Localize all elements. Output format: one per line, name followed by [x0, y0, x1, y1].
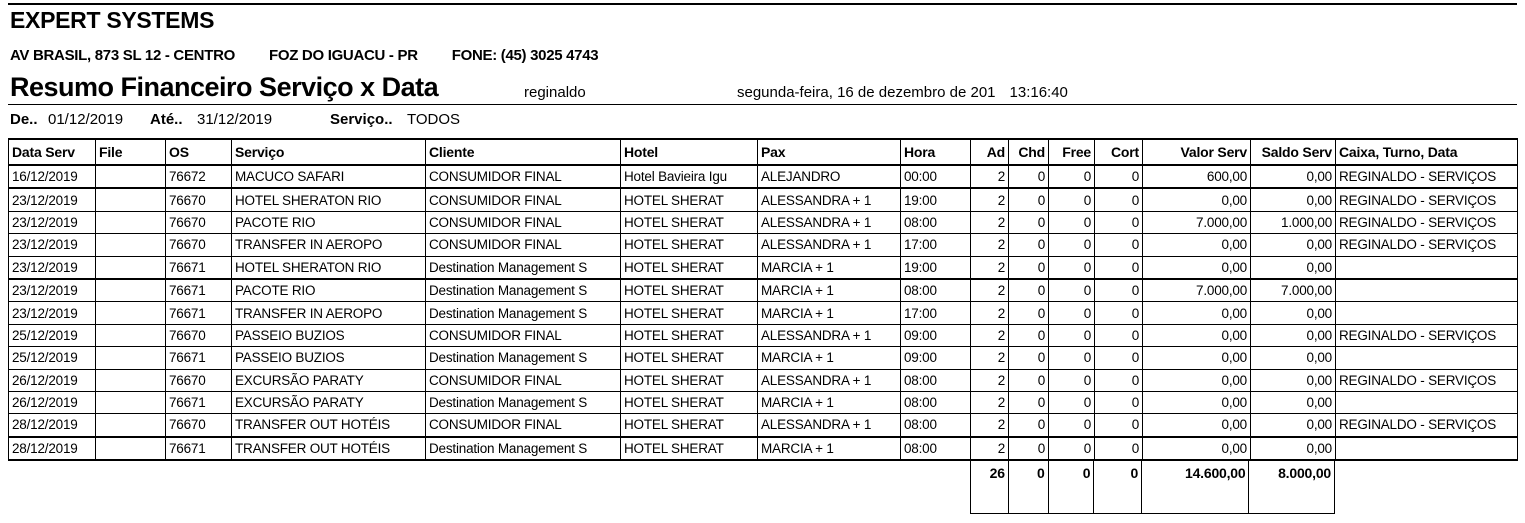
table-cell: 17:00 — [901, 302, 971, 324]
table-cell: 0 — [1009, 302, 1049, 324]
table-cell: HOTEL SHERAT — [621, 256, 758, 279]
table-cell: 2 — [971, 437, 1009, 460]
table-cell: 0 — [1095, 302, 1143, 324]
table-cell: HOTEL SHERAT — [621, 391, 758, 413]
table-cell: 2 — [971, 391, 1009, 413]
table-cell: 28/12/2019 — [9, 437, 96, 460]
table-cell: 2 — [971, 279, 1009, 302]
table-cell: 08:00 — [901, 437, 971, 460]
table-cell: 0 — [1009, 324, 1049, 346]
table-cell: ALESSANDRA + 1 — [758, 414, 901, 437]
table-cell: MARCIA + 1 — [758, 279, 901, 302]
col-cliente: Cliente — [426, 139, 621, 165]
table-cell: Destination Management S — [426, 256, 621, 279]
table-cell: 0,00 — [1143, 188, 1251, 211]
table-cell: REGINALDO - SERVIÇOS — [1336, 369, 1518, 391]
table-cell: EXCURSÃO PARATY — [232, 369, 426, 391]
table-cell — [1336, 437, 1518, 460]
table-cell: 0 — [1095, 211, 1143, 233]
total-chd: 0 — [1009, 461, 1049, 513]
table-cell — [96, 302, 166, 324]
table-cell: 23/12/2019 — [9, 302, 96, 324]
table-cell: 08:00 — [901, 391, 971, 413]
total-valor-serv: 14.600,00 — [1142, 461, 1249, 513]
report-user: reginaldo — [524, 84, 586, 101]
table-cell: 0 — [1095, 391, 1143, 413]
col-cort: Cort — [1095, 139, 1143, 165]
table-cell: HOTEL SHERAT — [621, 211, 758, 233]
table-cell: Hotel Bavieira Igu — [621, 165, 758, 188]
table-cell — [96, 256, 166, 279]
table-cell: HOTEL SHERAT — [621, 369, 758, 391]
col-chd: Chd — [1009, 139, 1049, 165]
table-cell: 09:00 — [901, 347, 971, 369]
table-cell: 76671 — [166, 437, 232, 460]
col-hora: Hora — [901, 139, 971, 165]
filter-service-label: Serviço.. — [330, 111, 393, 128]
report-time: 13:16:40 — [1009, 84, 1068, 101]
table-row — [9, 234, 1518, 256]
table-cell: HOTEL SHERAT — [621, 414, 758, 437]
table-cell: 16/12/2019 — [9, 165, 96, 188]
table-cell: 0 — [1095, 324, 1143, 346]
table-row — [9, 256, 1518, 279]
table-cell: REGINALDO - SERVIÇOS — [1336, 414, 1518, 437]
table-cell: CONSUMIDOR FINAL — [426, 188, 621, 211]
total-saldo-serv: 8.000,00 — [1278, 465, 1331, 481]
table-cell: 0 — [1095, 437, 1143, 460]
table-cell: 76670 — [166, 324, 232, 346]
table-cell: 0 — [1049, 256, 1095, 279]
table-cell: Destination Management S — [426, 391, 621, 413]
table-cell: CONSUMIDOR FINAL — [426, 234, 621, 256]
table-cell: 76670 — [166, 188, 232, 211]
table-cell: 0 — [1049, 414, 1095, 437]
table-row — [9, 302, 1518, 324]
table-cell: CONSUMIDOR FINAL — [426, 211, 621, 233]
table-cell — [96, 165, 166, 188]
table-cell: 0 — [1049, 234, 1095, 256]
table-cell: HOTEL SHERAT — [621, 437, 758, 460]
table-cell: 0 — [1049, 437, 1095, 460]
table-cell: 23/12/2019 — [9, 256, 96, 279]
table-cell: 19:00 — [901, 188, 971, 211]
table-cell: 76670 — [166, 369, 232, 391]
table-cell: 23/12/2019 — [9, 188, 96, 211]
table-cell: 0,00 — [1143, 369, 1251, 391]
table-body — [9, 165, 1518, 460]
table-cell — [96, 347, 166, 369]
table-cell: 2 — [971, 234, 1009, 256]
services-table — [8, 138, 1518, 461]
table-cell: 76671 — [166, 391, 232, 413]
col-servico: Serviço — [232, 139, 426, 165]
table-cell: TRANSFER IN AEROPO — [232, 234, 426, 256]
table-cell: Destination Management S — [426, 347, 621, 369]
table-cell: 1.000,00 — [1251, 211, 1336, 233]
table-cell: 0 — [1095, 234, 1143, 256]
col-data-serv: Data Serv — [9, 139, 96, 165]
table-cell: 0 — [1009, 211, 1049, 233]
table-cell: MACUCO SAFARI — [232, 165, 426, 188]
top-rule — [8, 3, 1517, 5]
table-cell: 2 — [971, 211, 1009, 233]
table-cell: 0,00 — [1143, 391, 1251, 413]
table-cell: CONSUMIDOR FINAL — [426, 165, 621, 188]
table-cell: 0 — [1009, 165, 1049, 188]
table-cell: HOTEL SHERAT — [621, 279, 758, 302]
filter-from-label: De.. — [10, 111, 38, 128]
table-cell: 7.000,00 — [1143, 211, 1251, 233]
table-cell: 0 — [1009, 347, 1049, 369]
table-cell: ALESSANDRA + 1 — [758, 211, 901, 233]
table-cell: 76671 — [166, 279, 232, 302]
col-free: Free — [1049, 139, 1095, 165]
table-cell: 2 — [971, 302, 1009, 324]
address-street: AV BRASIL, 873 SL 12 - CENTRO — [10, 47, 235, 64]
table-cell — [96, 279, 166, 302]
filter-from-value: 01/12/2019 — [48, 111, 124, 128]
table-cell: 0,00 — [1251, 437, 1336, 460]
table-cell: 0 — [1049, 302, 1095, 324]
table-cell: 25/12/2019 — [9, 347, 96, 369]
table-cell: 0 — [1095, 279, 1143, 302]
table-cell: 0 — [1049, 279, 1095, 302]
table-cell: 17:00 — [901, 234, 971, 256]
totals-row — [970, 461, 1335, 514]
table-cell: 08:00 — [901, 279, 971, 302]
col-saldo-serv: Saldo Serv — [1251, 139, 1336, 165]
report-date: segunda-feira, 16 de dezembro de 201 — [737, 84, 996, 101]
table-cell: 0,00 — [1251, 256, 1336, 279]
table-cell: 0 — [1009, 369, 1049, 391]
table-cell: 2 — [971, 324, 1009, 346]
table-cell: TRANSFER IN AEROPO — [232, 302, 426, 324]
table-cell — [1336, 391, 1518, 413]
table-cell: PACOTE RIO — [232, 211, 426, 233]
table-cell: REGINALDO - SERVIÇOS — [1336, 188, 1518, 211]
table-cell — [1336, 347, 1518, 369]
address-phone: FONE: (45) 3025 4743 — [451, 47, 599, 64]
table-cell: HOTEL SHERAT — [621, 188, 758, 211]
table-cell — [96, 391, 166, 413]
table-cell — [1336, 302, 1518, 324]
table-row — [9, 324, 1518, 346]
table-cell: 76671 — [166, 302, 232, 324]
table-cell: 76670 — [166, 211, 232, 233]
table-cell: 76670 — [166, 234, 232, 256]
table-cell: ALESSANDRA + 1 — [758, 234, 901, 256]
table-cell: 0 — [1009, 234, 1049, 256]
table-cell — [1336, 256, 1518, 279]
table-cell: Destination Management S — [426, 302, 621, 324]
table-cell: 2 — [971, 165, 1009, 188]
table-cell: HOTEL SHERAT — [621, 302, 758, 324]
table-cell: 0,00 — [1251, 324, 1336, 346]
table-cell: MARCIA + 1 — [758, 256, 901, 279]
col-os: OS — [166, 139, 232, 165]
table-cell: 23/12/2019 — [9, 211, 96, 233]
col-valor-serv: Valor Serv — [1143, 139, 1251, 165]
col-file: File — [96, 139, 166, 165]
table-cell: 0 — [1049, 369, 1095, 391]
table-cell: 0 — [1009, 437, 1049, 460]
col-caixa-turno-data: Caixa, Turno, Data — [1336, 139, 1518, 165]
table-cell: 0 — [1095, 165, 1143, 188]
table-cell: 2 — [971, 414, 1009, 437]
address-city: FOZ DO IGUACU - PR — [268, 47, 418, 64]
total-ad: 26 — [971, 461, 1009, 513]
table-cell: HOTEL SHERATON RIO — [232, 256, 426, 279]
table-cell: 0,00 — [1143, 437, 1251, 460]
table-row — [9, 211, 1518, 233]
table-row — [9, 369, 1518, 391]
table-row — [9, 391, 1518, 413]
table-cell — [96, 324, 166, 346]
table-cell: MARCIA + 1 — [758, 347, 901, 369]
table-cell: 0,00 — [1143, 234, 1251, 256]
table-cell: 0,00 — [1251, 302, 1336, 324]
table-cell: HOTEL SHERAT — [621, 347, 758, 369]
filter-to-value: 31/12/2019 — [197, 111, 273, 128]
total-free: 0 — [1049, 461, 1095, 513]
table-cell: 0 — [1049, 211, 1095, 233]
table-cell: 25/12/2019 — [9, 324, 96, 346]
table-cell: 0,00 — [1251, 347, 1336, 369]
table-cell: 0 — [1095, 369, 1143, 391]
table-row — [9, 279, 1518, 302]
table-cell: REGINALDO - SERVIÇOS — [1336, 234, 1518, 256]
table-cell: CONSUMIDOR FINAL — [426, 369, 621, 391]
table-cell: 0 — [1095, 188, 1143, 211]
report-datetime — [737, 84, 1068, 101]
table-cell: 26/12/2019 — [9, 391, 96, 413]
table-cell: 23/12/2019 — [9, 279, 96, 302]
table-cell: ALESSANDRA + 1 — [758, 324, 901, 346]
table-cell: 0,00 — [1251, 369, 1336, 391]
table-cell: 2 — [971, 188, 1009, 211]
table-cell: PASSEIO BUZIOS — [232, 324, 426, 346]
table-cell: 0 — [1049, 188, 1095, 211]
table-cell: ALESSANDRA + 1 — [758, 369, 901, 391]
table-cell: 0 — [1095, 347, 1143, 369]
table-cell: 0,00 — [1251, 414, 1336, 437]
table-cell: TRANSFER OUT HOTÉIS — [232, 414, 426, 437]
table-cell: 7.000,00 — [1143, 279, 1251, 302]
company-address — [10, 47, 598, 64]
table-cell: PACOTE RIO — [232, 279, 426, 302]
table-cell: 0 — [1049, 391, 1095, 413]
table-cell — [96, 211, 166, 233]
table-cell: REGINALDO - SERVIÇOS — [1336, 211, 1518, 233]
company-name: EXPERT SYSTEMS — [10, 7, 215, 33]
table-cell: 08:00 — [901, 414, 971, 437]
table-cell: 09:00 — [901, 324, 971, 346]
table-row — [9, 437, 1518, 460]
table-cell: 76671 — [166, 256, 232, 279]
table-cell: 0 — [1009, 188, 1049, 211]
table-cell: 0 — [1009, 279, 1049, 302]
table-cell: CONSUMIDOR FINAL — [426, 414, 621, 437]
table-cell: REGINALDO - SERVIÇOS — [1336, 165, 1518, 188]
table-cell: 0,00 — [1251, 165, 1336, 188]
table-cell: 0,00 — [1143, 256, 1251, 279]
total-cort: 0 — [1094, 461, 1142, 513]
col-hotel: Hotel — [621, 139, 758, 165]
table-cell: CONSUMIDOR FINAL — [426, 324, 621, 346]
table-cell: 00:00 — [901, 165, 971, 188]
table-cell: 08:00 — [901, 211, 971, 233]
table-cell: 0,00 — [1251, 234, 1336, 256]
filter-to-label: Até.. — [150, 111, 183, 128]
table-cell — [96, 414, 166, 437]
col-ad: Ad — [971, 139, 1009, 165]
table-row — [9, 414, 1518, 437]
table-cell — [96, 188, 166, 211]
table-cell: 08:00 — [901, 369, 971, 391]
table-cell: 0,00 — [1143, 414, 1251, 437]
table-cell: 0 — [1095, 414, 1143, 437]
table-cell: 2 — [971, 369, 1009, 391]
table-cell: 26/12/2019 — [9, 369, 96, 391]
table-cell: 0,00 — [1143, 347, 1251, 369]
table-cell: 7.000,00 — [1251, 279, 1336, 302]
table-header-row — [9, 139, 1518, 165]
table-cell: 2 — [971, 347, 1009, 369]
title-rule — [8, 104, 1517, 105]
table-cell: PASSEIO BUZIOS — [232, 347, 426, 369]
table-cell: MARCIA + 1 — [758, 302, 901, 324]
table-cell: EXCURSÃO PARATY — [232, 391, 426, 413]
table-cell: 600,00 — [1143, 165, 1251, 188]
filter-service-value: TODOS — [407, 111, 461, 128]
table-cell — [96, 437, 166, 460]
table-row — [9, 165, 1518, 188]
table-cell: 0,00 — [1143, 302, 1251, 324]
col-pax: Pax — [758, 139, 901, 165]
filter-bar — [0, 111, 1525, 131]
table-cell: 76672 — [166, 165, 232, 188]
table-cell: 0,00 — [1251, 188, 1336, 211]
table-cell: MARCIA + 1 — [758, 437, 901, 460]
table-cell: 19:00 — [901, 256, 971, 279]
table-row — [9, 188, 1518, 211]
table-cell: 0 — [1009, 414, 1049, 437]
table-cell: 0 — [1049, 324, 1095, 346]
table-cell: 0 — [1095, 256, 1143, 279]
table-cell: Destination Management S — [426, 279, 621, 302]
table-cell: MARCIA + 1 — [758, 391, 901, 413]
table-cell: HOTEL SHERAT — [621, 234, 758, 256]
table-cell: 0 — [1009, 391, 1049, 413]
table-cell — [96, 234, 166, 256]
table-cell: 0 — [1009, 256, 1049, 279]
table-cell: REGINALDO - SERVIÇOS — [1336, 324, 1518, 346]
table-row — [9, 347, 1518, 369]
table-cell: TRANSFER OUT HOTÉIS — [232, 437, 426, 460]
table-cell: 2 — [971, 256, 1009, 279]
table-cell: HOTEL SHERATON RIO — [232, 188, 426, 211]
page-title: Resumo Financeiro Serviço x Data — [10, 72, 439, 102]
table-cell — [96, 369, 166, 391]
table-cell: HOTEL SHERAT — [621, 324, 758, 346]
table-cell: ALEJANDRO — [758, 165, 901, 188]
table-cell: 28/12/2019 — [9, 414, 96, 437]
table-cell: 23/12/2019 — [9, 234, 96, 256]
table-cell — [1336, 279, 1518, 302]
table-cell: 0 — [1049, 347, 1095, 369]
table-cell: 0 — [1049, 165, 1095, 188]
table-cell: 0,00 — [1143, 324, 1251, 346]
table-cell: 76671 — [166, 347, 232, 369]
table-cell: 0,00 — [1251, 391, 1336, 413]
table-cell: 76670 — [166, 414, 232, 437]
table-cell: Destination Management S — [426, 437, 621, 460]
table-cell: ALESSANDRA + 1 — [758, 188, 901, 211]
